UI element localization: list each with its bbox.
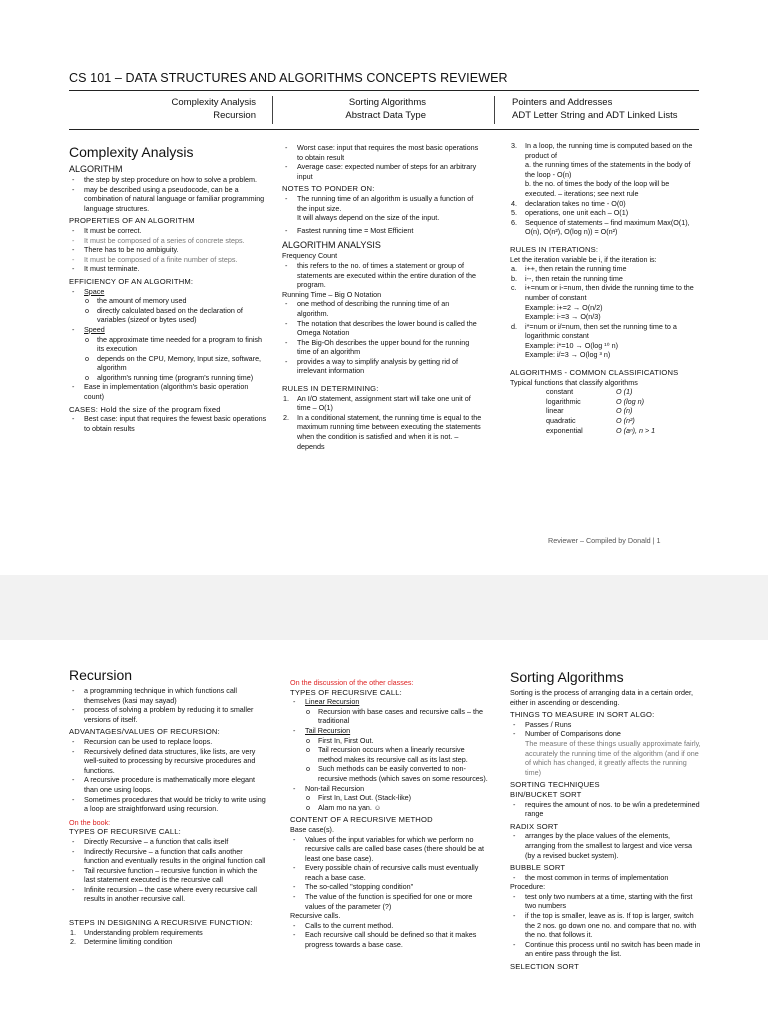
list-item: - The running time of an algorithm is usually a function of the input size. — [282, 194, 482, 213]
caption: CASES: Hold the size of the program fixed — [69, 404, 221, 414]
lettered-item: a. i++, then retain the running time — [511, 264, 627, 274]
header-topic: Recursion — [213, 110, 256, 121]
title-rule — [69, 90, 699, 91]
sorting-column — [510, 668, 702, 972]
list-item: - The Big-Oh describes the upper bound for the running time of an algorithm — [282, 338, 482, 357]
sub-item: o First In, Last Out. (Stack-like) — [290, 793, 490, 803]
page-2 — [0, 640, 768, 1024]
paragraph: Sorting is the process of arranging data in a certain order, either in ascending or descending. — [510, 688, 693, 707]
list-item: - The notation that describes the lower bound is called the Omega Notation — [282, 319, 482, 338]
numbered-item: 1. Understanding problem requirements — [70, 927, 203, 937]
header-rule — [69, 129, 699, 130]
note-heading: On the discussion of the other classes: — [290, 678, 414, 687]
numbered-item: 1. An I/O statement, assignment start will take one unit of time – O(1) — [283, 393, 471, 413]
class-function: O (aⁿ), n > 1 — [616, 425, 656, 435]
list-note: The measure of these things usually approximate fairly, accurately the running time of the algorithm (and if one of which has changed, it greatly affects the running time) — [525, 738, 701, 777]
caption: RADIX SORT — [510, 821, 559, 831]
paragraph: Let the iteration variable be i, if the iteration is: — [510, 254, 657, 264]
list-item: - Calls to the current method. — [290, 921, 490, 931]
list-item: - Linear Recursion — [290, 697, 490, 707]
list-item: - Space — [69, 287, 269, 297]
list-item: - A recursive procedure is mathematically more elegant than one using loops. — [69, 775, 269, 794]
caption: ALGORITHMS - COMMON CLASSIFICATIONS — [510, 368, 679, 378]
subheading: ALGORITHM ANALYSIS — [282, 240, 381, 251]
classification-table — [510, 387, 702, 435]
list-item: - process of solving a problem by reducing it to smaller versions of itself. — [69, 705, 269, 724]
list-item: - The so-called "stopping condition" — [290, 882, 490, 892]
sub-item: o Tail recursion occurs when a linearly recursive method makes its recursive call as its last step. — [290, 745, 490, 764]
header-divider — [494, 96, 495, 124]
header-topic: Sorting Algorithms — [348, 97, 426, 108]
caption: ADVANTAGES/VALUES OF RECURSION: — [69, 727, 220, 737]
list-item: - requires the amount of nos. to be w/in a predetermined range — [510, 800, 702, 819]
numbered-item: 4. declaration takes no time - O(0) — [511, 198, 626, 208]
list-item: - It must be correct. — [69, 226, 269, 236]
list-item: - Ease in implementation (algorithm's basic operation count) — [69, 382, 269, 401]
list-item: - one method of describing the running time of an algorithm. — [282, 299, 482, 318]
list-item: - Each recursive call should be defined so that it makes progress towards a base case. — [290, 930, 490, 949]
paragraph: Recursive calls. — [290, 911, 341, 921]
list-note: - It must be composed of a finite number of steps. — [69, 255, 269, 265]
caption: SELECTION SORT — [510, 962, 579, 972]
list-item: - a programming technique in which functions call themselves (kasi may sayad) — [69, 686, 269, 705]
sub-item: o algorithm's running time (program's running time) — [69, 373, 269, 383]
class-function: O (1) — [616, 387, 633, 397]
caption: RULES IN DETERMINING: — [282, 384, 379, 394]
header-topic: ADT Letter String and ADT Linked Lists — [512, 110, 678, 121]
list-item: - Every possible chain of recursive calls must eventually reach a base case. — [290, 863, 490, 882]
numbered-item: 2. In a conditional statement, the running time is equal to the maximum running time between executing the statements when the condition is satisfied and when it is not. – depends — [283, 412, 482, 451]
list-note: It will always depend on the size of the input. — [297, 213, 440, 223]
section-heading: Sorting Algorithms — [510, 669, 624, 685]
class-name: logarithmic — [546, 396, 581, 406]
class-name: quadratic — [546, 416, 576, 426]
list-item: - The value of the function is specified for one or more values of the parameter (?) — [290, 892, 490, 911]
example-line: Example: i/=3 → O(log ³ n) — [525, 350, 611, 360]
class-name: linear — [546, 406, 564, 416]
list-item: - Tail Recursion — [290, 726, 490, 736]
header-topic: Pointers and Addresses — [512, 97, 613, 108]
subheading: ALGORITHM — [69, 164, 123, 174]
numbered-item: 5. operations, one unit each – O(1) — [511, 208, 629, 218]
list-note: a. the running times of the statements in the body of the loop - O(n) — [525, 160, 691, 179]
list-item: - may be described using a pseudocode, can be a combination of natural language or familiar programming language structures. — [69, 185, 269, 214]
list-item: - Number of Comparisons done — [510, 729, 702, 739]
list-item: - Non-tail Recursion — [290, 784, 490, 794]
page-gap — [0, 575, 768, 640]
rules-column — [510, 141, 702, 435]
document-title: CS 101 – DATA STRUCTURES AND ALGORITHMS CONCEPTS REVIEWER — [69, 71, 508, 85]
paragraph: Typical functions that classify algorithms — [510, 377, 638, 387]
section-heading: Recursion — [69, 667, 133, 683]
list-item: - There has to be no ambiguity. — [69, 245, 269, 255]
caption: CONTENT OF A RECURSIVE METHOD — [290, 815, 433, 825]
paragraph: Procedure: — [510, 882, 546, 892]
example-line: Example: i-=3 → O(n/3) — [525, 312, 601, 322]
list-item: - Sometimes procedures that would be tricky to write using a loop are straightforward using recursion. — [69, 795, 269, 814]
list-item: - Speed — [69, 325, 269, 335]
sub-item: o depends on the CPU, Memory, Input size, software, algorithm — [69, 354, 269, 373]
list-item: - Continue this process until no switch has been made in an entire pass through the list. — [510, 940, 702, 959]
list-item: - Recursion can be used to replace loops. — [69, 737, 269, 747]
caption: EFFICIENCY OF AN ALGORITHM: — [69, 276, 194, 286]
caption: TYPES OF RECURSIVE CALL: — [290, 687, 402, 697]
list-item: - Indirectly Recursive – a function that calls another function and eventually results in the original function call — [69, 847, 269, 866]
caption: STEPS IN DESIGNING A RECURSIVE FUNCTION: — [69, 918, 253, 928]
class-function: O (log n) — [616, 396, 644, 406]
recursion-types-column — [290, 678, 490, 950]
paragraph: Base case(s). — [290, 824, 334, 834]
list-item: - test only two numbers at a time, starting with the first two numbers — [510, 892, 702, 911]
page-footer: Reviewer – Compiled by Donald | 1 — [548, 536, 661, 545]
list-item: - Tail recursive function – recursive function in which the last statement executed is the recursive call — [69, 866, 269, 885]
numbered-item: 2. Determine limiting condition — [70, 937, 173, 947]
analysis-column — [282, 143, 482, 451]
lettered-item: c. i+=num or i-=num, then divide the running time to the number of constant — [511, 283, 694, 302]
list-item: - the step by step procedure on how to solve a problem. — [69, 175, 269, 185]
list-item: - Recursively defined data structures, like lists, are very well-suited to processing by recursive procedures and functions. — [69, 747, 269, 776]
sub-item: o Recursion with base cases and recursive calls – the traditional — [290, 707, 490, 726]
header-topic: Complexity Analysis — [171, 97, 256, 108]
lettered-item: d. i*=num or i/=num, then set the running time to a logarithmic constant — [511, 321, 677, 341]
list-item: - Worst case: input that requires the most basic operations to obtain result — [282, 143, 482, 162]
list-note: b. the no. of times the body of the loop will be executed. – iterations; see next rule — [525, 179, 670, 198]
numbered-item: 6. Sequence of statements – find maximum Max(O(1), O(n), O(n²), O(log n)) = O(n²) — [511, 217, 690, 237]
note-heading: On the book: — [69, 817, 111, 827]
list-item: - Directly Recursive – a function that calls itself — [69, 837, 269, 847]
caption: BIN/BUCKET SORT — [510, 789, 582, 799]
header-col-3 — [512, 96, 677, 122]
example-line: Example: i*=10 → O(log ¹⁰ n) — [525, 340, 618, 350]
recursion-column — [69, 666, 269, 947]
sub-item: o the amount of memory used — [69, 296, 269, 306]
example-line: Example: i+=2 → O(n/2) — [525, 302, 603, 312]
sub-item: o the approximate time needed for a program to finish its execution — [69, 335, 269, 354]
header-topic: Abstract Data Type — [345, 110, 426, 121]
list-item: - this refers to the no. of times a statement or group of statements are executed within the entire duration of the program. — [282, 261, 482, 290]
class-name: constant — [546, 387, 574, 397]
list-item: - Fastest running time = Most Efficient — [282, 226, 482, 236]
caption: NOTES TO PONDER ON: — [282, 184, 375, 194]
numbered-item: 3. In a loop, the running time is computed based on the product of — [511, 141, 693, 160]
list-item: - Values of the input variables for which we perform no recursive calls are called base cases (there should be at least one base case). — [290, 835, 490, 864]
list-item: - Average case: expected number of steps for an arbitrary input — [282, 162, 482, 181]
list-item: - provides a way to simplify analysis by getting rid of irrelevant information — [282, 357, 482, 376]
header-col-2 — [290, 96, 426, 122]
class-function: O (n) — [616, 406, 633, 416]
paragraph: Running Time – Big O Notation — [282, 289, 382, 299]
header-col-1 — [130, 96, 256, 122]
section-heading: Complexity Analysis — [69, 144, 194, 160]
list-item: - the most common in terms of implementation — [510, 873, 702, 883]
list-item: - Best case: input that requires the fewest basic operations to obtain results — [69, 414, 269, 433]
paragraph: Frequency Count — [282, 251, 338, 261]
caption: BUBBLE SORT — [510, 863, 566, 873]
complexity-column — [69, 143, 269, 433]
list-item: - if the top is smaller, leave as is. If top is larger, switch the 2 nos. go down one no. and compare that no. with the no. that follows it. — [510, 911, 702, 940]
caption: TYPES OF RECURSIVE CALL: — [69, 827, 181, 837]
list-note: - It must be composed of a series of concrete steps. — [69, 236, 269, 246]
list-item: - Passes / Runs — [510, 720, 702, 730]
caption: SORTING TECHNIQUES — [510, 780, 600, 790]
header-divider — [272, 96, 273, 124]
caption: THINGS TO MEASURE IN SORT ALGO: — [510, 710, 655, 720]
sub-item: o Such methods can be easily converted to non-recursive methods (which saves on some resources). — [290, 764, 490, 783]
list-item: - arranges by the place values of the elements, arranging from the smallest to largest and vice versa (by a revised bucket system). — [510, 831, 702, 860]
sub-item: o First In, First Out. — [290, 736, 490, 746]
caption: PROPERTIES OF AN ALGORITHM — [69, 216, 195, 226]
class-name: exponential — [546, 425, 583, 435]
caption: RULES IN ITERATIONS: — [510, 244, 599, 254]
class-function: O (n²) — [616, 416, 635, 426]
sub-item: o directly calculated based on the declaration of variables (sizeof or bytes used) — [69, 306, 269, 325]
lettered-item: b. i--, then retain the running time — [511, 273, 623, 283]
list-item: - Infinite recursion – the case where every recursive call results in another recursive call. — [69, 885, 269, 904]
sub-item: o Alam mo na yan. ☺ — [290, 803, 490, 813]
list-item: - It must terminate. — [69, 264, 269, 274]
